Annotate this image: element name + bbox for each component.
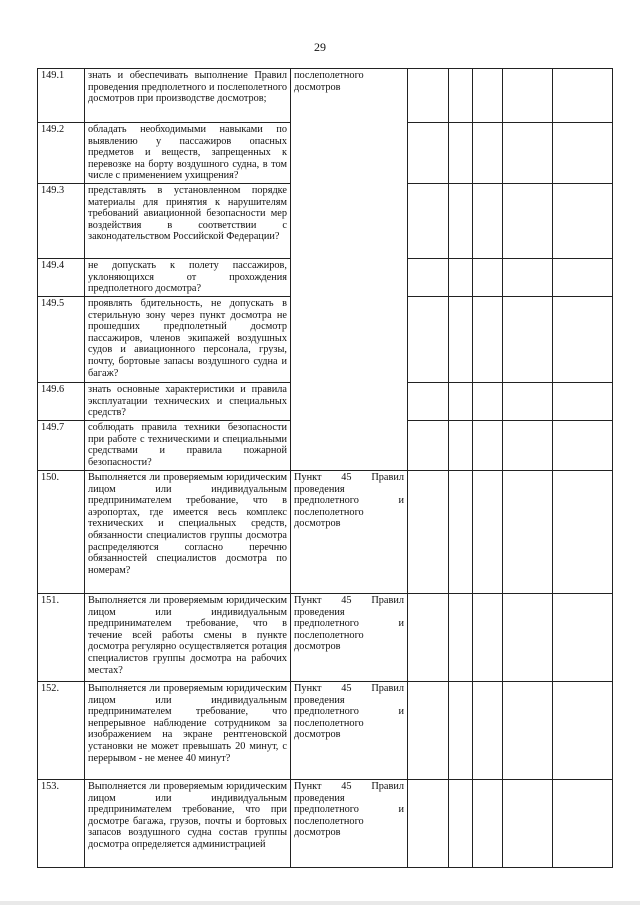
answer-cell-note bbox=[503, 421, 553, 471]
answer-cell-no bbox=[449, 69, 473, 123]
answer-cell-note bbox=[503, 259, 553, 297]
requirement-text: обладать необходимыми навыками по выявлению у пассажиров опасных предметов и веществ, запрещенных к перевозке на борту воздушного судна, в том числе с применением ухищрения? bbox=[85, 123, 291, 184]
answer-cell-note bbox=[503, 123, 553, 184]
item-number: 149.5 bbox=[38, 297, 85, 383]
requirement-text: Выполняется ли проверяемым юридическим лицом или индивидуальным предпринимателем требование, что в течение всей работы смены в пункте досмотра регулярно осуществляется ротация специалистов группы досмотра на рабочих местах? bbox=[85, 594, 291, 682]
answer-cell-yes bbox=[408, 69, 449, 123]
checklist-table bbox=[37, 68, 613, 868]
table-row bbox=[38, 594, 613, 682]
item-number: 149.4 bbox=[38, 259, 85, 297]
answer-cell-comment bbox=[553, 184, 613, 259]
answer-cell-no bbox=[449, 682, 473, 780]
answer-cell-comment bbox=[553, 471, 613, 594]
answer-cell-comment bbox=[553, 297, 613, 383]
answer-cell-yes bbox=[408, 184, 449, 259]
requirement-text: знать основные характеристики и правила эксплуатации технических и специальных средств? bbox=[85, 383, 291, 421]
answer-cell-note bbox=[503, 297, 553, 383]
answer-cell-note bbox=[503, 594, 553, 682]
legal-reference: Пункт 45 Правил проведения предполетного и послеполетного досмотров bbox=[291, 682, 408, 780]
table-row bbox=[38, 69, 613, 123]
answer-cell-na bbox=[473, 123, 503, 184]
table-row bbox=[38, 780, 613, 868]
item-number: 149.1 bbox=[38, 69, 85, 123]
answer-cell-comment bbox=[553, 780, 613, 868]
answer-cell-comment bbox=[553, 383, 613, 421]
answer-cell-comment bbox=[553, 682, 613, 780]
answer-cell-note bbox=[503, 184, 553, 259]
item-number: 149.7 bbox=[38, 421, 85, 471]
answer-cell-yes bbox=[408, 594, 449, 682]
item-number: 149.3 bbox=[38, 184, 85, 259]
answer-cell-comment bbox=[553, 69, 613, 123]
item-number: 153. bbox=[38, 780, 85, 868]
answer-cell-no bbox=[449, 297, 473, 383]
answer-cell-yes bbox=[408, 123, 449, 184]
requirement-text: Выполняется ли проверяемым юридическим лицом или индивидуальным предпринимателем требование, что при досмотре багажа, грузов, почты и бортовых запасов воздушного судна состав группы досмотра определяется администрацией bbox=[85, 780, 291, 868]
table-row bbox=[38, 471, 613, 594]
requirement-text: проявлять бдительность, не допускать в стерильную зону через пункт досмотра не прошедших предполетный досмотр пассажиров, членов экипажей воздушных судов и авиационного персонала, грузы, почту, бортовые запасы воздушного судна и багаж? bbox=[85, 297, 291, 383]
answer-cell-na bbox=[473, 780, 503, 868]
answer-cell-yes bbox=[408, 471, 449, 594]
legal-reference: послеполетного досмотров bbox=[291, 69, 408, 471]
answer-cell-na bbox=[473, 184, 503, 259]
answer-cell-na bbox=[473, 594, 503, 682]
answer-cell-no bbox=[449, 594, 473, 682]
answer-cell-note bbox=[503, 69, 553, 123]
answer-cell-yes bbox=[408, 297, 449, 383]
table-row bbox=[38, 682, 613, 780]
answer-cell-yes bbox=[408, 682, 449, 780]
item-number: 151. bbox=[38, 594, 85, 682]
requirement-text: Выполняется ли проверяемым юридическим лицом или индивидуальным предпринимателем требование, что в аэропортах, где имеется весь комплекс технических и специальных средств, обязанности специалистов группы досмотра распределяются согласно перечню обязанностей специалистов досмотра по номерам? bbox=[85, 471, 291, 594]
answer-cell-na bbox=[473, 383, 503, 421]
answer-cell-note bbox=[503, 682, 553, 780]
answer-cell-note bbox=[503, 383, 553, 421]
answer-cell-comment bbox=[553, 421, 613, 471]
item-number: 152. bbox=[38, 682, 85, 780]
answer-cell-comment bbox=[553, 259, 613, 297]
requirement-text: представлять в установленном порядке материалы для принятия к нарушителям требований авиационной безопасности мер воздействия в соответствии с законодательством Российской Федерации? bbox=[85, 184, 291, 259]
answer-cell-na bbox=[473, 471, 503, 594]
answer-cell-yes bbox=[408, 780, 449, 868]
answer-cell-na bbox=[473, 297, 503, 383]
item-number: 149.2 bbox=[38, 123, 85, 184]
answer-cell-no bbox=[449, 421, 473, 471]
requirement-text: знать и обеспечивать выполнение Правил проведения предполетного и послеполетного досмотров при производстве досмотров; bbox=[85, 69, 291, 123]
requirement-text: Выполняется ли проверяемым юридическим лицом или индивидуальным предпринимателем требование, что непрерывное наблюдение сотрудником за изображением на экране рентгеновской установки не может превышать 20 минут, с перерывом - не менее 40 минут? bbox=[85, 682, 291, 780]
answer-cell-yes bbox=[408, 259, 449, 297]
legal-reference: Пункт 45 Правил проведения предполетного и послеполетного досмотров bbox=[291, 594, 408, 682]
legal-reference: Пункт 45 Правил проведения предполетного и послеполетного досмотров bbox=[291, 471, 408, 594]
requirement-text: соблюдать правила техники безопасности при работе с техническими и специальными средствами и правила пожарной безопасности? bbox=[85, 421, 291, 471]
answer-cell-no bbox=[449, 184, 473, 259]
answer-cell-na bbox=[473, 259, 503, 297]
answer-cell-no bbox=[449, 471, 473, 594]
answer-cell-note bbox=[503, 780, 553, 868]
answer-cell-na bbox=[473, 69, 503, 123]
scan-edge bbox=[0, 901, 640, 905]
page-number: 29 bbox=[314, 40, 326, 54]
answer-cell-no bbox=[449, 123, 473, 184]
answer-cell-no bbox=[449, 259, 473, 297]
item-number: 149.6 bbox=[38, 383, 85, 421]
requirement-text: не допускать к полету пассажиров, уклоняющихся от прохождения предполетного досмотра? bbox=[85, 259, 291, 297]
answer-cell-no bbox=[449, 780, 473, 868]
answer-cell-comment bbox=[553, 123, 613, 184]
item-number: 150. bbox=[38, 471, 85, 594]
legal-reference: Пункт 45 Правил проведения предполетного и послеполетного досмотров bbox=[291, 780, 408, 868]
answer-cell-yes bbox=[408, 383, 449, 421]
answer-cell-comment bbox=[553, 594, 613, 682]
answer-cell-no bbox=[449, 383, 473, 421]
answer-cell-na bbox=[473, 421, 503, 471]
answer-cell-na bbox=[473, 682, 503, 780]
answer-cell-note bbox=[503, 471, 553, 594]
answer-cell-yes bbox=[408, 421, 449, 471]
